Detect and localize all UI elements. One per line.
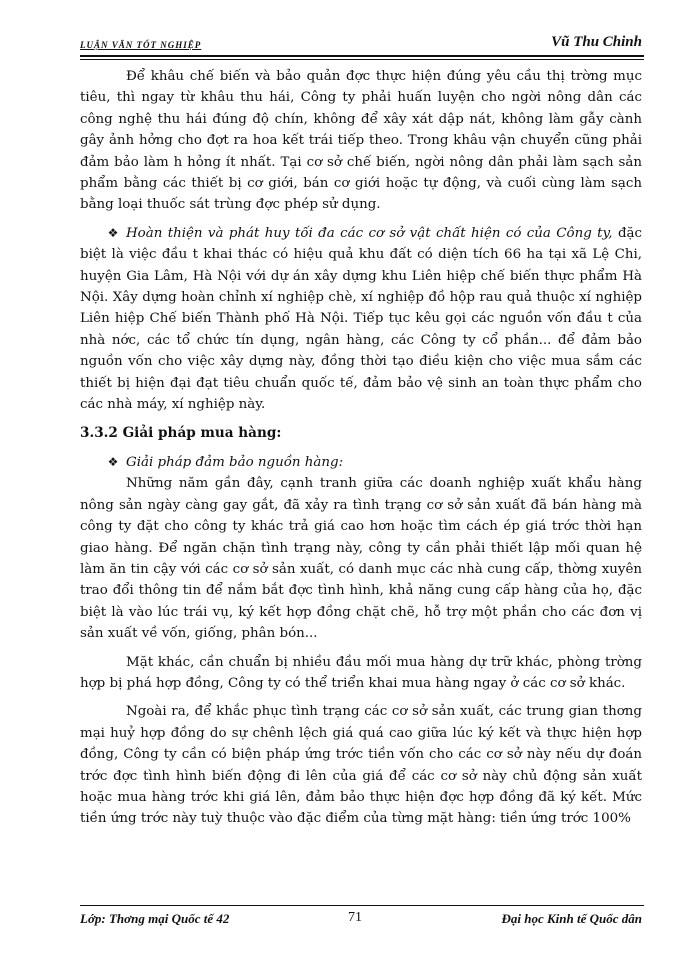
- facilities-lead: Hoàn thiện và phát huy tối đa các cơ sở vật chất hiện có của Công ty,: [126, 225, 613, 241]
- diamond-bullet-icon: ❖: [107, 454, 119, 469]
- paragraph-processing: Để khâu chế biến và bảo quản đợc thực hiện đúng yêu cầu thị trờng mục tiêu, thì ngay từ khâu thu hái, Công ty phải huấn luyện cho ngời nông dân các công nghệ thu hái đúng độ chín, không để xây xát dập nát, không làm gẫy cành gây ảnh hởng cho đợt ra hoa kết trái tiếp theo. Trong khâu vận chuyển cũng phải đảm bảo làm h hỏng ít nhất. Tại cơ sở chế biến, ngời nông dân phải làm sạch sản phẩm bằng các thiết bị cơ giới, bán cơ giới hoặc tự động, và cuối cùng làm sạch bằng loại thuốc sát trùng đợc phép sử dụng.: [80, 69, 642, 213]
- paragraph-competition: Những năm gần đây, cạnh tranh giữa các doanh nghiệp xuất khẩu hàng nông sản ngày càng gay gắt, đã xảy ra tình trạng cơ sở sản xuất đã bán hàng mà công ty đặt cho công ty khác trả giá cao hơn hoặc tìm cách ép giá trớc thời hạn giao hàng. Để ngăn chặn tình trạng này, công ty cần phải thiết lập mối quan hệ làm ăn tin cậy với các cơ sở sản xuất, có danh mục các nhà cung cấp, thờng xuyên trao đổi thông tin để nắm bắt đợc tình hình, khả năng cung cấp hàng của họ, đặc biệt là vào lúc trái vụ, ký kết hợp đồng chặt chẽ, hỗ trợ một phần cho các đơn vị sản xuất về vốn, giống, phân bón...: [80, 476, 642, 642]
- section-heading: 3.3.2 Giải pháp mua hàng:: [80, 424, 282, 441]
- paragraph-advance-payment: Ngoài ra, để khắc phục tình trạng các cơ sở sản xuất, các trung gian thơng mại huỷ hợp đồng do sự chênh lệch giá quá cao giữa lúc ký kết và thực hiện hợp đồng, Công ty cần có biện pháp ứng trớc tiền vốn cho các cơ sở này nếu dự đoán trớc đợc tình hình biến động đi lên của giá để các cơ sở này chủ động sản xuất hoặc mua hàng trớc khi giá lên, đảm bảo thực hiện đợc hợp đồng đã ký kết. Mức tiền ứng trớc này tuỳ thuộc vào đặc điểm của từng mặt hàng: tiền ứng trớc 100%: [80, 704, 642, 827]
- sub-heading-line: [80, 452, 642, 473]
- facilities-text: đặc biệt là việc đầu t khai thác có hiệu quả khu đất có diện tích 66 ha tại xã Lệ Chi, huyện Gia Lâm, Hà Nội với dự án xây dựng khu Liên hiệp chế biến thực phẩm Hà Nội. Xây dựng hoàn chỉnh xí nghiệp chè, xí nghiệp đồ hộp rau quả thuộc xí nghiệp Liên hiệp Chế biến Thành phố Hà Nội. Tiếp tục kêu gọi các nguồn vốn đầu t của nhà nớc, các tổ chức tín dụng, ngân hàng, các Công ty cổ phần... để đảm bảo nguồn vốn cho việc xây dựng này, đồng thời tạo điều kiện cho việc mua sắm các thiết bị hiện đại đạt tiêu chuẩn quốc tế, đảm bảo vệ sinh an toàn thực phẩm cho các nhà máy, xí nghiệp này.: [80, 225, 643, 413]
- header-rule-thick: [80, 55, 644, 57]
- header-rule-thin: [80, 59, 644, 60]
- footer-rule: [80, 905, 644, 906]
- header-thesis-title: LUẬN VĂN TỐT NGHIỆP: [80, 40, 202, 50]
- paragraph-facilities: [80, 223, 642, 416]
- sub-heading: Giải pháp đảm bảo nguồn hàng:: [126, 454, 344, 470]
- footer-class: Lớp: Thơng mại Quốc tế 42: [80, 911, 230, 926]
- page-number: 71: [348, 910, 362, 925]
- diamond-bullet-icon: ❖: [107, 225, 119, 240]
- body-text: [80, 66, 642, 837]
- footer-university: Đại học Kinh tế Quốc dân: [501, 911, 642, 926]
- paragraph-backup-sources: Mặt khác, cần chuẩn bị nhiều đầu mối mua hàng dự trữ khác, phòng trờng hợp bị phá hợp đồng, Công ty có thể triển khai mua hàng ngay ở các cơ sở khác.: [80, 654, 642, 691]
- header-author: Vũ Thu Chinh: [551, 34, 642, 50]
